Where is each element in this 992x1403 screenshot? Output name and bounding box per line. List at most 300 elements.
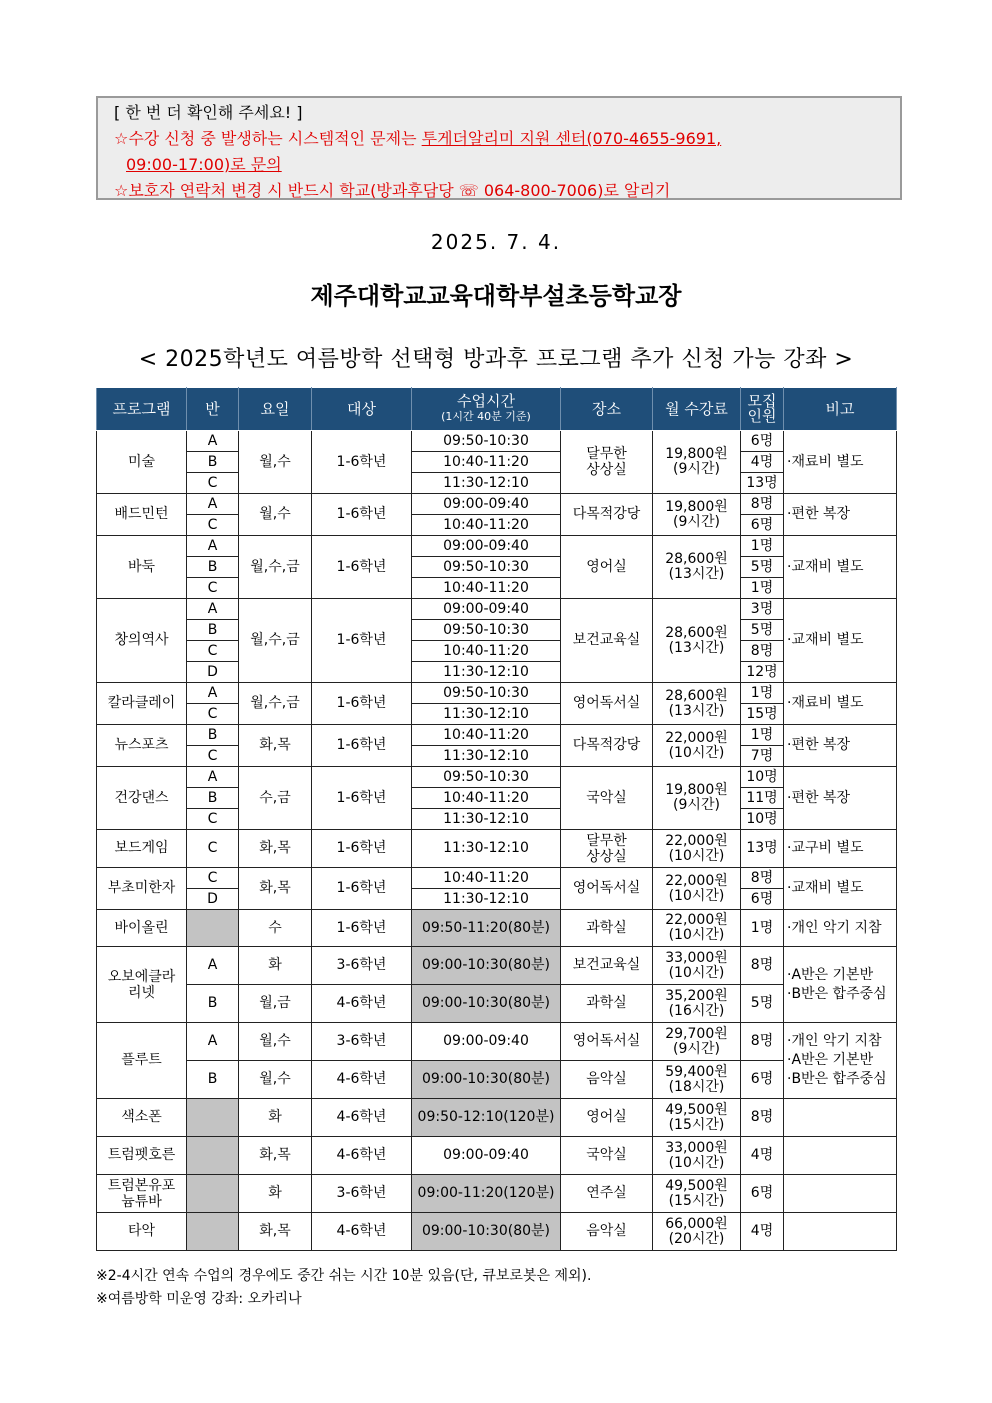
class-cell: A [187, 947, 239, 985]
fee-hours: (15시간) [668, 1192, 725, 1209]
notice-title: [ 한 번 더 확인해 주세요! ] [114, 103, 303, 122]
class-cell-empty [187, 1175, 239, 1213]
time-cell: 09:50-11:20(80분) [412, 910, 561, 947]
class-cell: C [187, 515, 239, 536]
fee-hours: (10시간) [668, 927, 725, 943]
place-cell: 보건교육실 [561, 599, 653, 683]
time-cell: 11:30-12:10 [412, 662, 561, 683]
recruit-cell: 5명 [741, 557, 784, 578]
day-cell: 화 [239, 1099, 312, 1137]
fee-amount: 66,000원 [665, 1215, 728, 1232]
day-cell: 화 [239, 947, 312, 985]
day-cell: 화,목 [239, 1137, 312, 1175]
table-row [97, 985, 897, 1023]
fee-cell [653, 910, 741, 947]
table-row [97, 1061, 897, 1099]
recruit-cell: 5명 [741, 620, 784, 641]
class-cell: C [187, 830, 239, 868]
time-cell: 09:50-12:10(120분) [412, 1099, 561, 1137]
target-cell: 1-6학년 [312, 683, 412, 725]
table-row [97, 704, 897, 725]
table-row [97, 1213, 897, 1251]
fee-cell [653, 1023, 741, 1061]
recruit-cell: 7명 [741, 746, 784, 767]
place-line: 상상실 [586, 462, 627, 478]
place-cell: 다목적강당 [561, 725, 653, 767]
time-cell: 09:00-11:20(120분) [412, 1175, 561, 1213]
notice-line1-prefix: ☆수강 신청 중 발생하는 시스템적인 문제는 [114, 129, 422, 148]
class-cell-empty [187, 1099, 239, 1137]
recruit-cell: 15명 [741, 704, 784, 725]
target-cell: 4-6학년 [312, 985, 412, 1023]
fee-cell [653, 1175, 741, 1213]
class-cell: B [187, 620, 239, 641]
note-cell-empty [784, 1137, 897, 1175]
target-cell: 3-6학년 [312, 1175, 412, 1213]
target-cell: 1-6학년 [312, 599, 412, 683]
place-cell: 보건교육실 [561, 947, 653, 985]
target-cell: 1-6학년 [312, 910, 412, 947]
place-line: 상상실 [586, 848, 627, 865]
table-row [97, 1137, 897, 1175]
fee-cell [653, 1099, 741, 1137]
day-cell: 화,목 [239, 1213, 312, 1251]
class-cell: C [187, 868, 239, 889]
notice-box [96, 96, 902, 200]
fee-hours: (10시간) [668, 1154, 725, 1171]
note-cell: ·재료비 별도 [784, 683, 897, 725]
fee-hours: (10시간) [668, 847, 725, 864]
table-row [97, 1023, 897, 1061]
fee-amount: 19,800원 [665, 782, 728, 798]
note-line: ·B반은 합주중심 [787, 1071, 887, 1087]
table-row [97, 515, 897, 536]
note-line: ·개인 악기 지참 [787, 1033, 882, 1049]
class-cell: D [187, 889, 239, 910]
class-cell: B [187, 788, 239, 809]
program-name-line: 오보에클라 [107, 968, 176, 985]
table-row [97, 767, 897, 788]
note-cell-empty [784, 1175, 897, 1213]
header-recruit-2: 인원 [747, 407, 777, 425]
day-cell: 월,수 [239, 1061, 312, 1099]
table-row [97, 725, 897, 746]
fee-amount: 33,000원 [665, 1139, 728, 1156]
time-cell: 10:40-11:20 [412, 725, 561, 746]
note-cell: ·편한 복장 [784, 494, 897, 536]
class-cell-empty [187, 1137, 239, 1175]
time-cell: 09:50-10:30 [412, 620, 561, 641]
class-cell: C [187, 641, 239, 662]
day-cell: 월,수,금 [239, 599, 312, 683]
recruit-cell: 5명 [741, 985, 784, 1023]
class-cell: A [187, 536, 239, 557]
time-cell: 09:00-09:40 [412, 599, 561, 620]
table-row [97, 599, 897, 620]
recruit-cell: 8명 [741, 1099, 784, 1137]
note-line: ·A반은 기본반 [787, 966, 874, 983]
fee-cell [653, 725, 741, 767]
header-note: 비고 [784, 388, 897, 431]
target-cell: 1-6학년 [312, 536, 412, 599]
header-time [412, 388, 561, 431]
fee-hours: (18시간) [668, 1078, 725, 1095]
fee-amount: 59,400원 [665, 1063, 728, 1080]
class-cell: A [187, 767, 239, 788]
time-cell: 09:00-10:30(80분) [412, 985, 561, 1023]
fee-amount: 22,000원 [665, 832, 728, 849]
recruit-cell: 13명 [741, 473, 784, 494]
table-row [97, 473, 897, 494]
day-cell: 수,금 [239, 767, 312, 830]
class-cell: C [187, 473, 239, 494]
class-cell: B [187, 557, 239, 578]
recruit-cell: 6명 [741, 1061, 784, 1099]
time-cell: 09:00-09:40 [412, 1137, 561, 1175]
program-name: 색소폰 [97, 1099, 187, 1137]
document-title: < 2025학년도 여름방학 선택형 방과후 프로그램 추가 신청 가능 강좌 > [138, 347, 854, 372]
target-cell: 1-6학년 [312, 868, 412, 910]
time-cell: 10:40-11:20 [412, 452, 561, 473]
class-cell: B [187, 985, 239, 1023]
fee-hours: (9시간) [673, 1040, 720, 1057]
target-cell: 3-6학년 [312, 1023, 412, 1061]
program-name: 창의역사 [97, 599, 187, 683]
program-name: 배드민턴 [97, 494, 187, 536]
day-cell: 화,목 [239, 830, 312, 868]
header-target: 대상 [312, 388, 412, 431]
fee-hours: (16시간) [668, 1002, 725, 1019]
note-cell: ·교재비 별도 [784, 868, 897, 910]
table-row [97, 947, 897, 985]
fee-amount: 28,600원 [665, 624, 728, 641]
recruit-cell: 11명 [741, 788, 784, 809]
time-cell: 10:40-11:20 [412, 868, 561, 889]
table-row [97, 620, 897, 641]
table-row [97, 868, 897, 889]
time-cell: 10:40-11:20 [412, 515, 561, 536]
time-cell: 09:00-10:30(80분) [412, 1061, 561, 1099]
class-cell: A [187, 494, 239, 515]
fee-amount: 19,800원 [665, 446, 728, 462]
recruit-cell: 4명 [741, 452, 784, 473]
fee-hours: (9시간) [673, 797, 720, 813]
class-cell-empty [187, 1213, 239, 1251]
program-name: 바이올린 [97, 910, 187, 947]
recruit-cell: 1명 [741, 910, 784, 947]
note-cell-empty [784, 1099, 897, 1137]
header-time-label: 수업시간 [457, 392, 515, 410]
place-cell [561, 431, 653, 494]
class-cell: C [187, 704, 239, 725]
time-cell: 09:00-09:40 [412, 494, 561, 515]
fee-amount: 22,000원 [665, 912, 728, 928]
program-name-line: 트럼본유포 [107, 1177, 176, 1194]
day-cell: 수 [239, 910, 312, 947]
program-name: 타악 [97, 1213, 187, 1251]
fee-amount: 19,800원 [665, 498, 728, 515]
notice-line1-cont: 09:00-17:00)로 문의 [126, 155, 282, 174]
target-cell: 1-6학년 [312, 830, 412, 868]
fee-cell [653, 494, 741, 536]
table-row [97, 431, 897, 452]
target-cell: 4-6학년 [312, 1137, 412, 1175]
recruit-cell: 6명 [741, 889, 784, 910]
recruit-cell: 8명 [741, 1023, 784, 1061]
fee-hours: (13시간) [668, 566, 725, 582]
fee-amount: 49,500원 [665, 1101, 728, 1118]
recruit-cell: 1명 [741, 536, 784, 557]
recruit-cell: 4명 [741, 1213, 784, 1251]
class-cell: A [187, 1023, 239, 1061]
fee-cell [653, 1137, 741, 1175]
day-cell: 화,목 [239, 868, 312, 910]
target-cell: 1-6학년 [312, 431, 412, 494]
class-cell: A [187, 599, 239, 620]
program-name: 칼라클레이 [97, 683, 187, 725]
time-cell: 09:00-09:40 [412, 1023, 561, 1061]
header-program: 프로그램 [97, 388, 187, 431]
fee-cell [653, 1213, 741, 1251]
place-cell: 과학실 [561, 985, 653, 1023]
time-cell: 09:00-10:30(80분) [412, 947, 561, 985]
header-time-sub: (1시간 40분 기준) [441, 410, 531, 423]
recruit-cell: 8명 [741, 641, 784, 662]
recruit-cell: 8명 [741, 947, 784, 985]
program-name: 트럼펫호른 [97, 1137, 187, 1175]
class-cell: A [187, 683, 239, 704]
fee-hours: (9시간) [673, 461, 720, 477]
place-cell: 국악실 [561, 1137, 653, 1175]
note-cell: ·교재비 별도 [784, 536, 897, 599]
support-center-link[interactable]: 투게더알리미 지원 센터(070-4655-9691, [421, 129, 722, 148]
place-line: 달무한 [586, 832, 627, 849]
header-day: 요일 [239, 388, 312, 431]
day-cell: 화,목 [239, 725, 312, 767]
place-line: 달무한 [586, 446, 627, 462]
place-cell [561, 830, 653, 868]
place-cell: 영어실 [561, 1099, 653, 1137]
fee-cell [653, 683, 741, 725]
class-cell: A [187, 431, 239, 452]
time-cell: 11:30-12:10 [412, 746, 561, 767]
program-name [97, 1175, 187, 1213]
recruit-cell: 6명 [741, 1175, 784, 1213]
fee-hours: (13시간) [668, 639, 725, 656]
target-cell: 1-6학년 [312, 725, 412, 767]
recruit-cell: 4명 [741, 1137, 784, 1175]
recruit-cell: 8명 [741, 868, 784, 889]
time-cell: 11:30-12:10 [412, 889, 561, 910]
class-cell: B [187, 725, 239, 746]
place-cell: 연주실 [561, 1175, 653, 1213]
document-date: 2025. 7. 4. [430, 230, 562, 254]
footnote-break-time: ※2-4시간 연속 수업의 경우에도 중간 쉬는 시간 10분 있음(단, 큐보로봇은 제외). [96, 1268, 592, 1284]
program-name: 뉴스포츠 [97, 725, 187, 767]
recruit-cell: 10명 [741, 809, 784, 830]
recruit-cell: 13명 [741, 830, 784, 868]
time-cell: 10:40-11:20 [412, 788, 561, 809]
notice-line2: ☆보호자 연락처 변경 시 반드시 학교(방과후담당 ☏ 064-800-7006)로 알리기 [114, 181, 671, 200]
table-row [97, 889, 897, 910]
header-fee: 월 수강료 [653, 388, 741, 431]
recruit-cell: 12명 [741, 662, 784, 683]
table-row [97, 452, 897, 473]
note-cell: ·교재비 별도 [784, 599, 897, 683]
class-cell: B [187, 1061, 239, 1099]
table-row [97, 910, 897, 947]
time-cell: 10:40-11:20 [412, 578, 561, 599]
place-cell: 음악실 [561, 1061, 653, 1099]
header-class: 반 [187, 388, 239, 431]
fee-cell [653, 767, 741, 830]
recruit-cell: 3명 [741, 599, 784, 620]
table-row [97, 1099, 897, 1137]
fee-amount: 22,000원 [665, 872, 728, 889]
day-cell: 월,수 [239, 1023, 312, 1061]
fee-amount: 22,000원 [665, 729, 728, 746]
time-cell: 09:50-10:30 [412, 683, 561, 704]
place-cell: 영어실 [561, 536, 653, 599]
fee-hours: (10시간) [668, 744, 725, 761]
table-row [97, 536, 897, 557]
recruit-cell: 1명 [741, 683, 784, 704]
table-row [97, 746, 897, 767]
fee-cell [653, 947, 741, 985]
fee-cell [653, 431, 741, 494]
place-cell: 영어독서실 [561, 1023, 653, 1061]
footnotes [96, 1265, 591, 1311]
class-cell-empty [187, 910, 239, 947]
day-cell: 화 [239, 1175, 312, 1213]
note-cell: ·개인 악기 지참 [784, 910, 897, 947]
fee-amount: 29,700원 [665, 1025, 728, 1042]
table-row [97, 809, 897, 830]
place-cell: 국악실 [561, 767, 653, 830]
table-row [97, 494, 897, 515]
place-cell: 과학실 [561, 910, 653, 947]
class-cell: C [187, 809, 239, 830]
class-cell: C [187, 746, 239, 767]
class-cell: B [187, 452, 239, 473]
fee-hours: (10시간) [668, 887, 725, 904]
recruit-cell: 6명 [741, 431, 784, 452]
notice-line1 [114, 126, 890, 152]
table-row [97, 662, 897, 683]
target-cell: 4-6학년 [312, 1099, 412, 1137]
note-cell-empty [784, 1213, 897, 1251]
program-name: 미술 [97, 431, 187, 494]
note-cell: ·교구비 별도 [784, 830, 897, 868]
place-cell: 다목적강당 [561, 494, 653, 536]
note-line: ·A반은 기본반 [787, 1052, 874, 1068]
table-row [97, 830, 897, 868]
program-name: 건강댄스 [97, 767, 187, 830]
time-cell: 11:30-12:10 [412, 830, 561, 868]
fee-cell [653, 536, 741, 599]
table-row [97, 557, 897, 578]
target-cell: 4-6학년 [312, 1213, 412, 1251]
day-cell: 월,수 [239, 431, 312, 494]
note-cell: ·편한 복장 [784, 725, 897, 767]
note-cell [784, 1023, 897, 1099]
day-cell: 월,수,금 [239, 683, 312, 725]
fee-amount: 28,600원 [665, 687, 728, 704]
fee-cell [653, 868, 741, 910]
time-cell: 09:00-10:30(80분) [412, 1213, 561, 1251]
header-recruit-1: 모집 [747, 392, 777, 410]
program-name: 플루트 [97, 1023, 187, 1099]
header-place: 장소 [561, 388, 653, 431]
note-cell: ·편한 복장 [784, 767, 897, 830]
time-cell: 10:40-11:20 [412, 641, 561, 662]
fee-cell [653, 599, 741, 683]
recruit-cell: 1명 [741, 725, 784, 746]
footnote-not-operated: ※여름방학 미운영 강좌: 오카리나 [96, 1291, 302, 1307]
target-cell: 1-6학년 [312, 767, 412, 830]
time-cell: 09:50-10:30 [412, 431, 561, 452]
fee-cell [653, 985, 741, 1023]
note-cell: ·재료비 별도 [784, 431, 897, 494]
fee-hours: (15시간) [668, 1116, 725, 1133]
class-cell: C [187, 578, 239, 599]
time-cell: 11:30-12:10 [412, 809, 561, 830]
place-cell: 영어독서실 [561, 683, 653, 725]
target-cell: 4-6학년 [312, 1061, 412, 1099]
program-name-line: 늄튜바 [121, 1193, 162, 1210]
fee-hours: (9시간) [673, 513, 720, 530]
recruit-cell: 6명 [741, 515, 784, 536]
table-row [97, 641, 897, 662]
school-principal: 제주대학교교육대학부설초등학교장 [310, 282, 682, 310]
table-header-row [97, 388, 897, 431]
table-row [97, 683, 897, 704]
fee-hours: (20시간) [668, 1230, 725, 1247]
time-cell: 09:00-09:40 [412, 536, 561, 557]
note-line: ·B반은 합주중심 [787, 985, 887, 1002]
fee-amount: 35,200원 [665, 987, 728, 1004]
table-row [97, 788, 897, 809]
recruit-cell: 10명 [741, 767, 784, 788]
target-cell: 1-6학년 [312, 494, 412, 536]
table-row [97, 1175, 897, 1213]
recruit-cell: 8명 [741, 494, 784, 515]
target-cell: 3-6학년 [312, 947, 412, 985]
table-row [97, 578, 897, 599]
fee-amount: 33,000원 [665, 949, 728, 966]
program-name-line: 리넷 [127, 984, 156, 1001]
note-cell [784, 947, 897, 1023]
class-cell: D [187, 662, 239, 683]
fee-cell [653, 830, 741, 868]
program-table [96, 387, 897, 1251]
fee-cell [653, 1061, 741, 1099]
time-cell: 11:30-12:10 [412, 473, 561, 494]
recruit-cell: 1명 [741, 578, 784, 599]
header-recruit [741, 388, 784, 431]
fee-amount: 28,600원 [665, 551, 728, 567]
fee-hours: (10시간) [668, 964, 725, 981]
program-name [97, 947, 187, 1023]
time-cell: 11:30-12:10 [412, 704, 561, 725]
day-cell: 월,수,금 [239, 536, 312, 599]
time-cell: 09:50-10:30 [412, 767, 561, 788]
time-cell: 09:50-10:30 [412, 557, 561, 578]
program-name: 보드게임 [97, 830, 187, 868]
place-cell: 음악실 [561, 1213, 653, 1251]
program-name: 바둑 [97, 536, 187, 599]
program-name: 부초미한자 [97, 868, 187, 910]
